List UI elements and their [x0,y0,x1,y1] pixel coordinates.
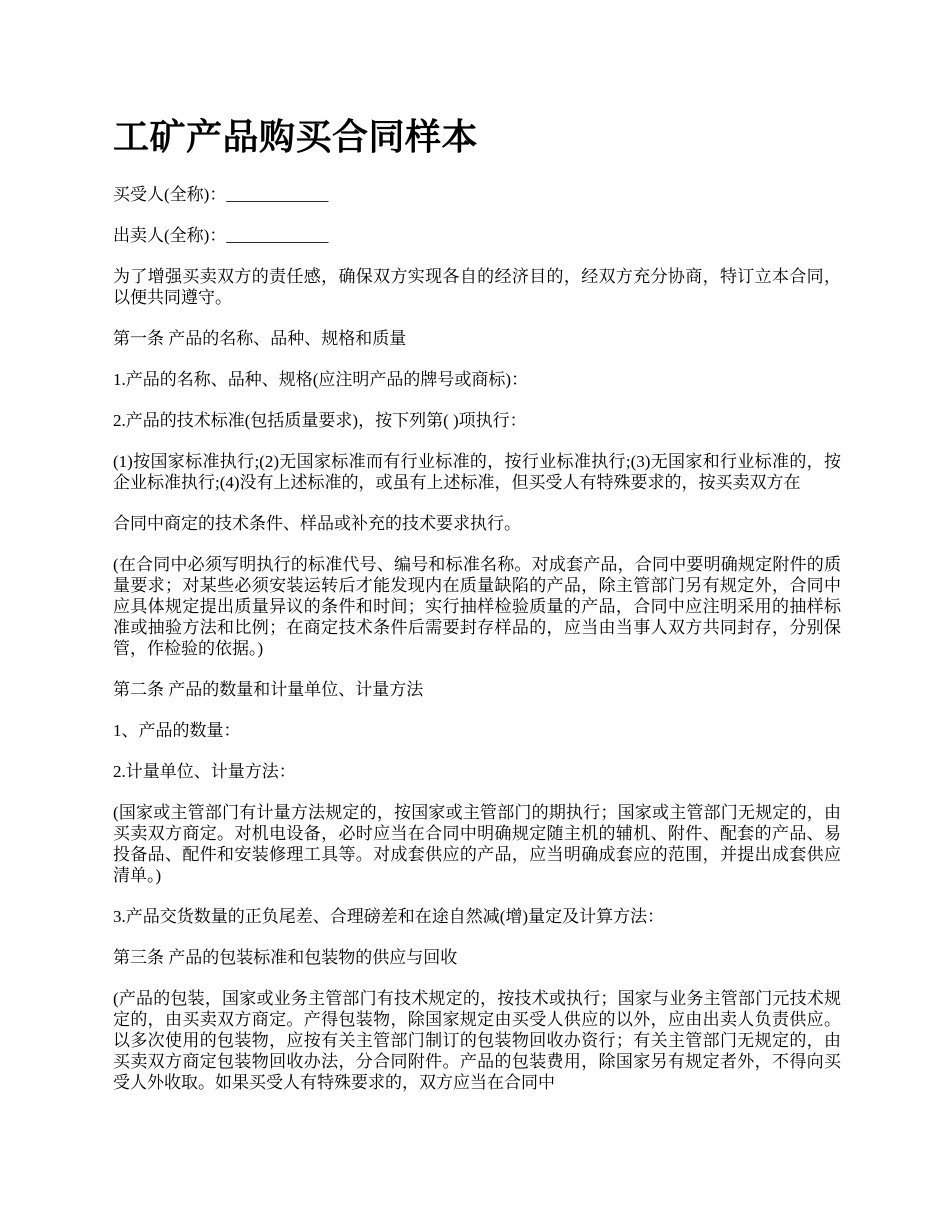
preamble-paragraph: 为了增强买卖双方的责任感，确保双方实现各自的经济目的，经双方充分协商，特订立本合同，以便共同遵守。 [113,267,841,307]
seller-line: 出卖人(全称)：____________ [113,226,329,245]
buyer-line: 买受人(全称)：____________ [113,185,329,204]
article-1-item-1: 1.产品的名称、品种、规格(应注明产品的牌号或商标)： [113,370,529,389]
standards-options-paragraph: (1)按国家标准执行;(2)无国家标准而有行业标准的，按行业标准执行;(3)无国家和行业标准的，按企业标准执行;(4)没有上述标准的，或虽有上述标准，但买受人有特殊要求的，按买卖双方在 [113,452,841,492]
article-2-item-1: 1、产品的数量： [113,721,241,740]
standards-continuation-paragraph: 合同中商定的技术条件、样品或补充的技术要求执行。 [113,514,521,533]
document-page [113,112,841,1113]
article-2-item-2: 2.计量单位、计量方法： [113,762,296,781]
measurement-note-paragraph: (国家或主管部门有计量方法规定的，按国家或主管部门的期执行；国家或主管部门无规定的，由买卖双方商定。对机电设备，必时应当在合同中明确规定随主机的辅机、附件、配套的产品、易投备品、配件和安装修理工具等。对成套供应的产品，应当明确成套应的范围，并提出成套供应清单。) [113,803,841,885]
article-2-item-3: 3.产品交货数量的正负尾差、合理磅差和在途自然减(增)量定及计算方法： [113,907,665,926]
packaging-note-paragraph: (产品的包装，国家或业务主管部门有技术规定的，按技术或执行；国家与业务主管部门元技术规定的，由买卖双方商定。产得包装物，除国家规定由买受人供应的以外，应由出卖人负责供应。以多次使用的包装物，应按有关主管部门制订的包装物回收办资行；有关主管部门无规定的，由买卖双方商定包装物回收办法，分合同附件。产品的包装费用，除国家另有规定者外，不得向买受人外收取。如果买受人有特殊要求的，双方应当在合同中 [113,989,841,1092]
article-1-item-2: 2.产品的技术标准(包括质量要求)，按下列第( )项执行： [113,411,527,430]
article-2-heading: 第二条 产品的数量和计量单位、计量方法 [113,680,424,699]
quality-note-paragraph: (在合同中必须写明执行的标准代号、编号和标准名称。对成套产品，合同中要明确规定附件的质量要求；对某些必须安装运转后才能发现内在质量缺陷的产品，除主管部门另有规定外，合同中应具体规定提出质量异议的条件和时间；实行抽样检验质量的产品，合同中应注明采用的抽样标准或抽验方法和比例；在商定技术条件后需要封存样品的，应当由当事人双方共同封存，分别保管，作检验的依据。) [113,555,841,658]
document-title: 工矿产品购买合同样本 [113,117,479,157]
article-1-heading: 第一条 产品的名称、品种、规格和质量 [113,329,407,348]
article-3-heading: 第三条 产品的包装标准和包装物的供应与回收 [113,948,458,967]
